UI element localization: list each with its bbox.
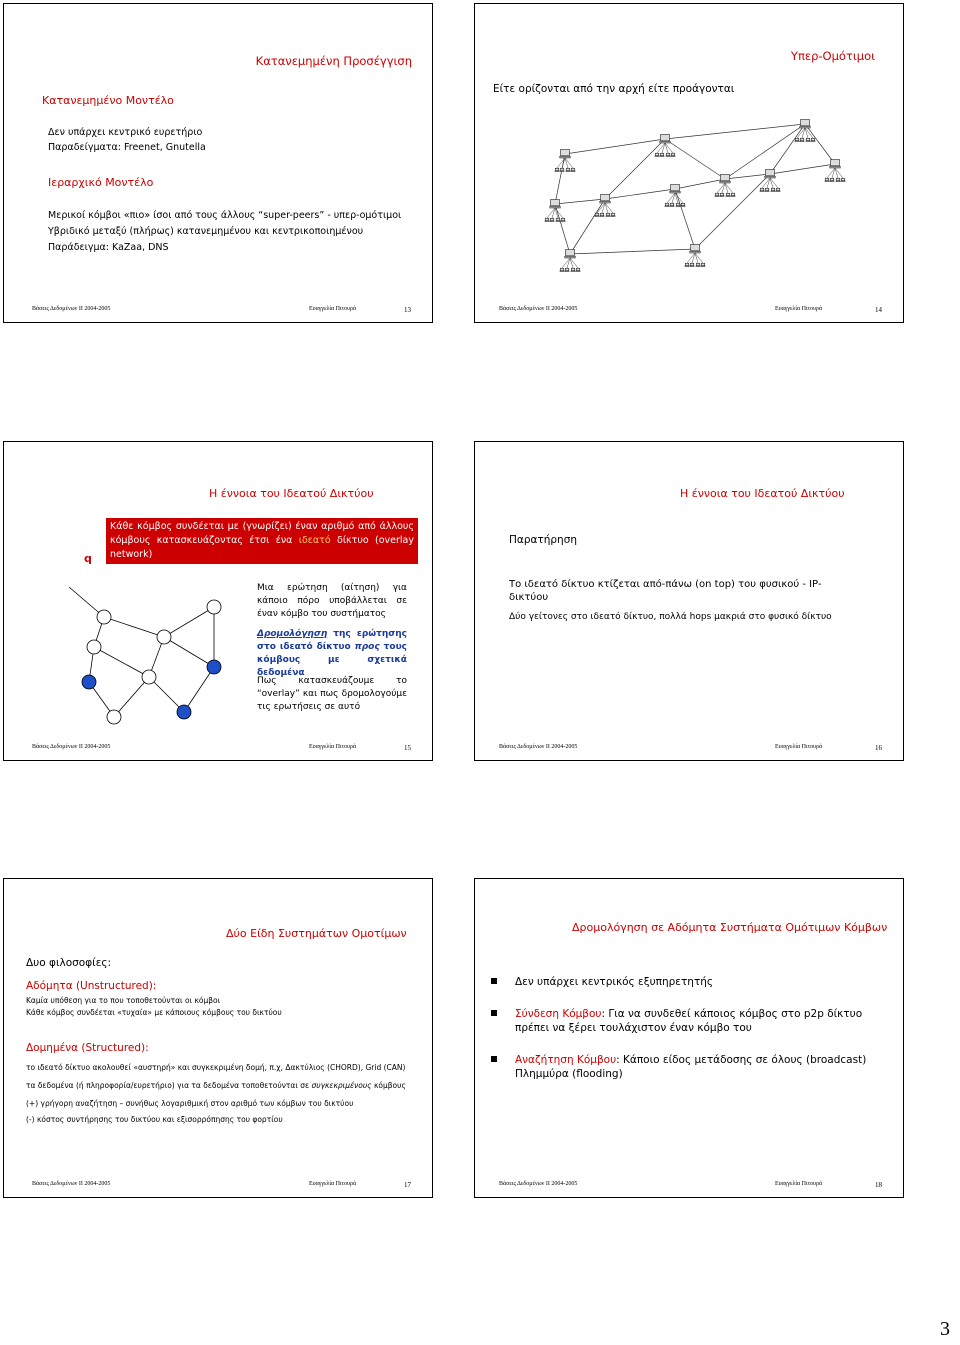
text-part: τα δεδομένα (ή πληροφορία/ευρετήριο) για τα δεδομένα τοποθετούνται σε: [26, 1081, 312, 1090]
computer-base-icon: [671, 156, 675, 157]
computer-icon: [701, 263, 705, 265]
computer-base-icon: [670, 206, 674, 207]
slide-title: Η έννοια του Ιδεατού Δικτύου: [209, 487, 374, 500]
bullet-list: [491, 975, 881, 1099]
computer-icon: [691, 245, 700, 251]
text-line: Κάθε κόμβος συνδέεται «τυχαία» με κάποιους κόμβους του δικτύου: [26, 1008, 282, 1017]
computer-base-icon: [665, 206, 669, 207]
footer-right: Ευαγγελία Πιτουρά: [775, 306, 823, 312]
computer-icon: [776, 188, 780, 190]
computer-base-icon: [800, 126, 811, 128]
computer-base-icon: [611, 216, 615, 217]
slide-number: 13: [404, 306, 411, 314]
computer-base-icon: [811, 141, 815, 142]
computer-icon: [681, 203, 685, 205]
computer-base-icon: [595, 216, 599, 217]
bullet-text: : Για να συνδεθεί κάποιος κόμβος στο p2p δίκτυο πρέπει να ξέρει τουλάχιστον έναν κόμβο του: [515, 1008, 863, 1034]
computer-icon: [696, 263, 700, 265]
query-paragraph: Μια ερώτηση (αίτηση) για κάποιο πόρο υποβάλλεται σε έναν κόμβο του συστήματος: [257, 583, 407, 619]
computer-base-icon: [670, 191, 681, 193]
computer-base-icon: [825, 181, 829, 182]
computer-base-icon: [600, 216, 604, 217]
computer-icon: [726, 193, 730, 195]
computer-icon: [841, 178, 845, 180]
computer-base-icon: [556, 221, 560, 222]
unstructured-body: [26, 995, 282, 1019]
footer-left: Βάσεις Δεδομένων ΙΙ 2004-2005: [32, 306, 111, 312]
text-line: Δεν υπάρχει κεντρικό ευρετήριο: [48, 127, 203, 138]
computer-base-icon: [606, 216, 610, 217]
slide-17: [3, 878, 433, 1198]
bullet-text: : Κάποιο είδος μετάδοσης σε όλους (broadcast): [616, 1054, 867, 1066]
computer-icon: [670, 203, 674, 205]
slide-18: [474, 878, 904, 1198]
computer-icon: [771, 188, 775, 190]
client-link: [667, 193, 675, 203]
bullet-term: Αναζήτηση Κόμβου: [515, 1054, 617, 1066]
client-link: [547, 208, 555, 218]
client-link: [597, 203, 605, 213]
footer-right: Ευαγγελία Πιτουρά: [775, 744, 823, 750]
bullet-item: [491, 975, 881, 989]
computer-base-icon: [690, 251, 701, 253]
page-number: 3: [940, 1318, 950, 1340]
computer-base-icon: [560, 271, 564, 272]
computer-base-icon: [765, 191, 769, 192]
computer-icon: [655, 153, 659, 155]
client-link: [835, 168, 843, 178]
slide-number: 16: [875, 744, 882, 752]
text-line: (+) γρήγορη αναζήτηση – συνήθως λογαριθμική στον αριθμό των κόμβων του δικτύου: [26, 1099, 354, 1108]
computer-base-icon: [836, 181, 840, 182]
computer-base-icon: [776, 191, 780, 192]
text-line: (-) κόστος συντήρησης του δικτύου και εξισορρόπησης του φορτίου: [26, 1115, 283, 1124]
computer-base-icon: [660, 156, 664, 157]
slide-number: 15: [404, 744, 411, 752]
computer-icon: [676, 203, 680, 205]
slide-16: [474, 441, 904, 761]
computer-base-icon: [550, 221, 554, 222]
footer-left: Βάσεις Δεδομένων ΙΙ 2004-2005: [32, 1181, 111, 1187]
computer-icon: [671, 185, 680, 191]
computer-icon: [606, 213, 610, 215]
structured-heading: Δομημένα (Structured):: [26, 1042, 149, 1054]
computer-base-icon: [550, 206, 561, 208]
section-heading: Παρατήρηση: [509, 534, 578, 546]
computer-base-icon: [830, 166, 841, 168]
computer-base-icon: [806, 141, 810, 142]
intro-line: Δυο φιλοσοφίες:: [26, 957, 112, 969]
computer-base-icon: [720, 181, 731, 183]
slide-number: 14: [875, 306, 882, 314]
computer-icon: [595, 213, 599, 215]
computer-icon: [661, 135, 670, 141]
computer-icon: [731, 193, 735, 195]
client-link: [687, 253, 695, 263]
computer-base-icon: [681, 206, 685, 207]
slide-number: 17: [404, 1181, 411, 1189]
client-link: [605, 203, 613, 213]
computer-icon: [566, 250, 575, 256]
observation-1: Το ιδεατό δίκτυο κτίζεται από-πάνω (on top) του φυσικού - IP-δικτύου: [509, 579, 822, 603]
square-bullet-icon: [491, 1010, 497, 1016]
computer-base-icon: [771, 191, 775, 192]
computer-base-icon: [765, 176, 776, 178]
slide-14: [474, 3, 904, 323]
unstructured-heading: Αδόμητα (Unstructured):: [26, 980, 157, 992]
computer-base-icon: [696, 266, 700, 267]
computer-icon: [831, 160, 840, 166]
client-link: [657, 143, 665, 153]
routing-paragraph: [257, 628, 407, 680]
routing-term2: προς: [354, 642, 380, 652]
slide-number: 18: [875, 1181, 882, 1189]
computer-base-icon: [666, 156, 670, 157]
footer-right: Ευαγγελία Πιτουρά: [309, 744, 357, 750]
computer-base-icon: [841, 181, 845, 182]
computer-icon: [806, 138, 810, 140]
computer-icon: [555, 168, 559, 170]
slide-title: Κατανεμημένη Προσέγγιση: [255, 54, 412, 68]
text-line: το ιδεατό δίκτυο ακολουθεί «αυστηρή» και συγκεκριμένη δομή, π.χ, Δακτύλιος (CHORD), Grid (CAN): [26, 1063, 406, 1072]
computer-icon: [795, 138, 799, 140]
overlay-definition-box: [106, 518, 418, 564]
computer-icon: [545, 218, 549, 220]
computer-base-icon: [690, 266, 694, 267]
computer-base-icon: [655, 156, 659, 157]
computer-icon: [760, 188, 764, 190]
client-link: [725, 183, 733, 193]
client-link: [770, 178, 778, 188]
slide-title: Δρομολόγηση σε Αδόμητα Συστήματα Ομότιμων Κόμβων: [572, 921, 888, 934]
box-text: Κάθε κόμβος συνδέεται με (γνωρίζει) έναν αριθμό από άλλους κόμβους κατασκευάζοντας έτσι ένα: [110, 521, 414, 546]
computer-base-icon: [731, 196, 735, 197]
computer-icon: [560, 268, 564, 270]
computer-base-icon: [800, 141, 804, 142]
q-label: q: [84, 552, 92, 565]
computer-icon: [765, 188, 769, 190]
section-heading: Ιεραρχικό Μοντέλο: [48, 176, 154, 189]
slide-13: [3, 3, 433, 323]
text-line: Μερικοί κόμβοι «πιο» ίσοι από τους άλλους “super-peers” - υπερ-ομότιμοι: [48, 210, 402, 221]
computer-base-icon: [701, 266, 705, 267]
client-link: [827, 168, 835, 178]
computer-icon: [720, 193, 724, 195]
bullet-term: Σύνδεση Κόμβου: [515, 1008, 602, 1020]
computer-icon: [571, 268, 575, 270]
computer-base-icon: [760, 191, 764, 192]
slide-subtitle: Είτε ορίζονται από την αρχή είτε προάγονται: [493, 83, 735, 95]
computer-base-icon: [571, 271, 575, 272]
computer-icon: [571, 168, 575, 170]
section-heading: Κατανεμημένο Μοντέλο: [42, 94, 174, 107]
computer-icon: [601, 195, 610, 201]
text-part: κόμβους: [371, 1081, 406, 1090]
computer-icon: [801, 120, 810, 126]
text-line: Καμία υπόθεση για το που τοποθετούνται οι κόμβοι: [26, 996, 221, 1005]
client-link: [695, 253, 703, 263]
footer-right: Ευαγγελία Πιτουρά: [775, 1181, 823, 1187]
computer-icon: [576, 268, 580, 270]
footer-left: Βάσεις Δεδομένων ΙΙ 2004-2005: [499, 1181, 578, 1187]
client-link: [565, 158, 573, 168]
computer-icon: [565, 268, 569, 270]
computer-base-icon: [561, 221, 565, 222]
computer-icon: [766, 170, 775, 176]
square-bullet-icon: [491, 978, 497, 984]
computer-base-icon: [726, 196, 730, 197]
computer-base-icon: [545, 221, 549, 222]
text-line: Παραδείγματα: Freenet, Gnutella: [48, 142, 206, 153]
computer-base-icon: [565, 271, 569, 272]
computer-icon: [836, 178, 840, 180]
computer-base-icon: [555, 171, 559, 172]
computer-icon: [560, 168, 564, 170]
text-line: [26, 1080, 416, 1092]
computer-base-icon: [576, 271, 580, 272]
text-emphasis: συγκεκριμένους: [311, 1081, 372, 1090]
computer-icon: [666, 153, 670, 155]
computer-icon: [715, 193, 719, 195]
computer-icon: [600, 213, 604, 215]
section-body: [48, 208, 401, 256]
client-link: [762, 178, 770, 188]
bullet-text: Δεν υπάρχει κεντρικός εξυπηρετητής: [515, 976, 714, 988]
footer-left: Βάσεις Δεδομένων ΙΙ 2004-2005: [32, 744, 111, 750]
computer-icon: [685, 263, 689, 265]
computer-base-icon: [560, 156, 571, 158]
computer-icon: [671, 153, 675, 155]
computer-icon: [660, 153, 664, 155]
section-body: [48, 125, 206, 155]
computer-base-icon: [685, 266, 689, 267]
slide-15: [3, 441, 433, 761]
text-line: Παράδειγμα: KaZaa, DNS: [48, 242, 169, 253]
box-highlight: ιδεατό: [298, 535, 331, 546]
computer-base-icon: [566, 171, 570, 172]
computer-base-icon: [571, 171, 575, 172]
footer-right: Ευαγγελία Πιτουρά: [309, 306, 357, 312]
square-bullet-icon: [491, 1056, 497, 1062]
overlay-network-diagram: [49, 582, 249, 732]
structured-body: [26, 1062, 416, 1126]
computer-base-icon: [600, 201, 611, 203]
bullet-item: [491, 1053, 881, 1081]
computer-base-icon: [565, 256, 576, 258]
routing-text2: τους κόμβους με σχετικά δεδομένα: [257, 642, 407, 678]
footer-left: Βάσεις Δεδομένων ΙΙ 2004-2005: [499, 744, 578, 750]
computer-base-icon: [795, 141, 799, 142]
client-link: [570, 258, 578, 268]
client-link: [717, 183, 725, 193]
computer-icon: [566, 168, 570, 170]
computer-icon: [721, 175, 730, 181]
footer-right: Ευαγγελία Πιτουρά: [309, 1181, 357, 1187]
routing-text: της ερώτησης στο ιδεατό δίκτυο: [257, 629, 407, 652]
text-line: Υβριδικό μεταξύ (πλήρως) κατανεμημένου και κεντρικοποιημένου: [48, 226, 364, 237]
computer-icon: [830, 178, 834, 180]
computer-base-icon: [560, 171, 564, 172]
slide-title: Η έννοια του Ιδεατού Δικτύου: [680, 487, 845, 500]
slide-title: Δύο Είδη Συστημάτων Ομοτίμων: [226, 927, 407, 940]
computer-icon: [690, 263, 694, 265]
computer-icon: [611, 213, 615, 215]
observation-2: Δύο γείτονες στο ιδεατό δίκτυο, πολλά hops μακριά στο φυσικό δίκτυο: [509, 612, 832, 622]
box-text-end: δίκτυο (overlay network): [110, 535, 414, 560]
computer-icon: [561, 218, 565, 220]
computer-icon: [825, 178, 829, 180]
computer-icon: [811, 138, 815, 140]
computer-icon: [561, 150, 570, 156]
computer-icon: [665, 203, 669, 205]
computer-base-icon: [676, 206, 680, 207]
computer-base-icon: [830, 181, 834, 182]
computer-icon: [556, 218, 560, 220]
client-link: [665, 143, 673, 153]
footer-left: Βάσεις Δεδομένων ΙΙ 2004-2005: [499, 306, 578, 312]
computer-base-icon: [715, 196, 719, 197]
computer-icon: [800, 138, 804, 140]
routing-term: Δρομολόγηση: [257, 629, 328, 639]
client-link: [557, 158, 565, 168]
bullet-item: [491, 1007, 881, 1035]
computer-base-icon: [720, 196, 724, 197]
slide-title: Υπερ-Ομότιμοι: [790, 49, 875, 63]
computer-icon: [550, 218, 554, 220]
computer-base-icon: [660, 141, 671, 143]
superpeer-network-diagram: [495, 104, 895, 304]
bullet-text-line2: Πλημμύρα (flooding): [515, 1068, 623, 1080]
overlay-question: Πως κατασκευάζουμε το “overlay” και πως δρομολογούμε τις ερωτήσεις σε αυτό: [257, 676, 407, 712]
client-link: [562, 258, 570, 268]
computer-icon: [551, 200, 560, 206]
